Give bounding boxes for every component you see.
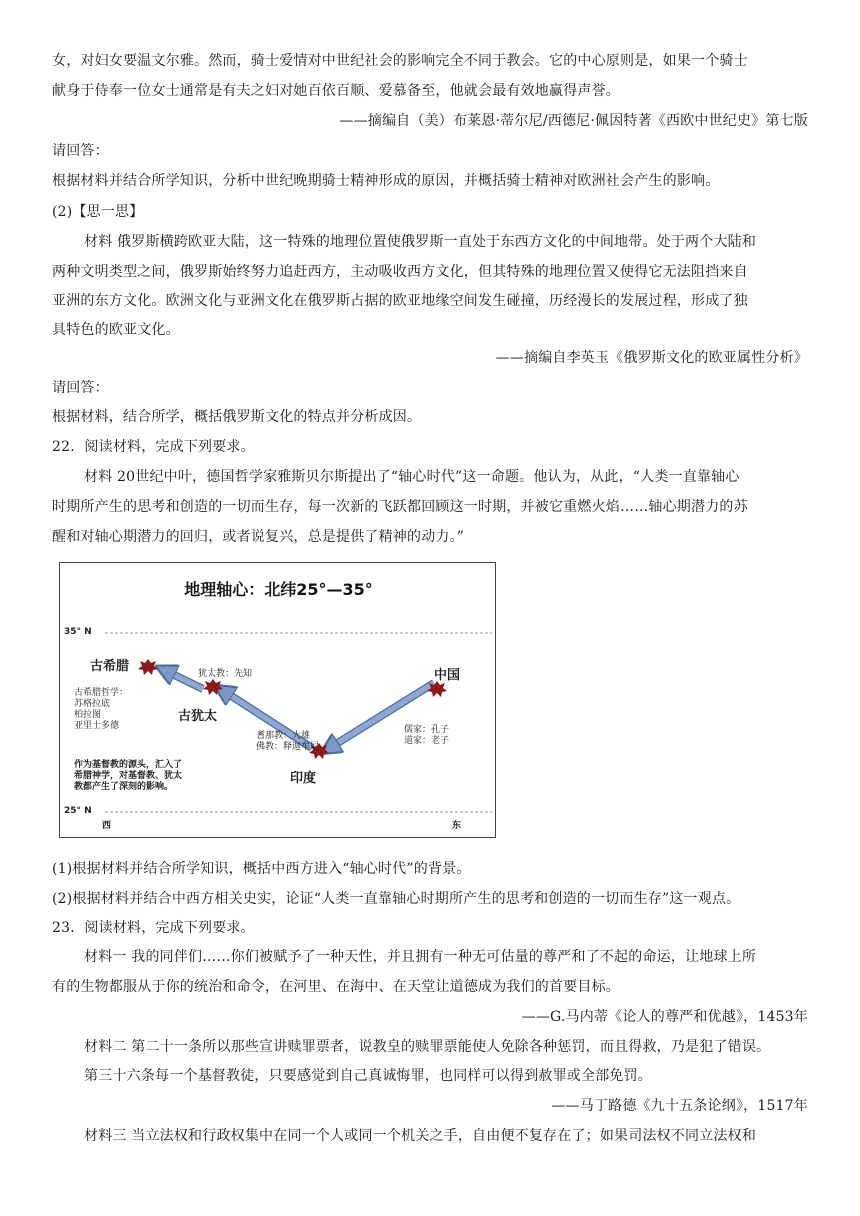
source-citation: ——摘编自李英玉《俄罗斯文化的欧亚属性分析》 <box>495 350 808 366</box>
source-citation: ——摘编自（美）布莱恩·蒂尔尼/西德尼·佩因特著《西欧中世纪史》第七版 <box>339 113 808 129</box>
star-greece <box>138 659 158 675</box>
latitude-35-label: 35° N <box>64 627 92 637</box>
material-text: 材料二 第二十一条所以那些宣讲赎罪票者，说教皇的赎罪票能使人免除各种惩罚，而且得救，乃是犯了错误。 <box>84 1039 771 1055</box>
india-label: 印度 <box>290 771 317 786</box>
star-china <box>427 681 447 697</box>
material-text: 材料三 当立法权和行政权集中在同一个人或同一个机关之手，自由便不复存在了；如果司法权不同立法权和 <box>84 1128 757 1144</box>
greek-philosopher: 亚里士多德 <box>74 721 120 731</box>
section-heading: (2)【思一思】 <box>52 204 144 220</box>
greek-philosophy-list <box>74 688 128 732</box>
east-label: 东 <box>452 821 462 831</box>
material-text: 时期所产生的思考和创造的一切而生存，每一次新的飞跃都回顾这一时期，并被它重燃火焰……轴心期潜力的苏 <box>52 499 748 515</box>
india-religions <box>256 731 319 753</box>
question-text: 根据材料并结合所学知识，分析中世纪晚期骑士精神形成的原因，并概括骑士精神对欧洲社会产生的影响。 <box>52 173 720 189</box>
material-text: 材料 20世纪中叶，德国哲学家雅斯贝尔斯提出了“轴心时代”这一命题。他认为，从此，“人类一直靠轴心 <box>84 469 740 485</box>
greek-philosophy-title: 古希腊哲学： <box>74 688 129 698</box>
sub-question: (2)根据材料并结合中西方相关史实，论证“人类一直靠轴心时期所产生的思考和创造的一切而生存”这一观点。 <box>52 891 741 907</box>
question-number: 23．阅读材料，完成下列要求。 <box>52 920 255 936</box>
material-text: 材料一 我的同伴们……你们被赋予了一种天性，并且拥有一种无可估量的尊严和了不起的命运，让地球上所 <box>84 949 757 965</box>
source-citation: ——马丁路德《九十五条论纲》，1517年 <box>551 1098 808 1114</box>
china-label: 中国 <box>434 668 461 683</box>
prompt-label: 请回答： <box>52 380 109 396</box>
sub-question: (1)根据材料并结合所学知识，概括中西方进入“轴心时代”的背景。 <box>52 861 471 877</box>
question-number: 22．阅读材料，完成下列要求。 <box>52 439 255 455</box>
judea-label: 古犹太 <box>178 709 218 724</box>
confucianism-note: 儒家：孔子 <box>404 725 450 735</box>
axial-age-diagram <box>59 562 496 838</box>
material-text: 第三十六条每一个基督教徒，只要感觉到自己真诚悔罪，也同样可以得到赦罪或全部免罚。 <box>84 1068 652 1084</box>
china-schools <box>404 725 449 747</box>
latitude-25-label: 25° N <box>64 806 92 816</box>
greece-label: 古希腊 <box>90 659 130 674</box>
material-text: 两种文明类型之间，俄罗斯始终努力追赶西方，主动吸收西方文化，但其特殊的地理位置又使得它无法阻挡来自 <box>52 264 748 280</box>
greek-philosopher: 柏拉图 <box>74 710 102 720</box>
jainism-note: 耆那教：大雄 <box>256 731 311 741</box>
prompt-label: 请回答： <box>52 143 109 159</box>
taoism-note: 道家：老子 <box>404 736 450 746</box>
buddhism-note: 佛教：释迦牟尼 <box>256 742 320 752</box>
note-line: 作为基督教的源头，汇入了 <box>74 760 183 770</box>
material-text: 亚洲的东方文化。欧洲文化与亚洲文化在俄罗斯占据的欧亚地缘空间发生碰撞，历经漫长的发展过程，形成了独 <box>52 293 748 309</box>
judea-influence-note <box>74 760 182 793</box>
diagram-title: 地理轴心：北纬25°—35° <box>184 580 373 599</box>
text-line: 献身于侍奉一位女士通常是有夫之妇对她百依百顺、爱慕备至，他就会最有效地赢得声誉。 <box>52 83 620 99</box>
material-text: 有的生物都服从于你的统治和命令，在河里、在海中、在天堂让道德成为我们的首要目标。 <box>52 979 620 995</box>
star-judea <box>203 679 223 695</box>
source-citation: ——G.马内蒂《论人的尊严和优越》，1453年 <box>521 1009 808 1025</box>
judaism-note: 犹太教：先知 <box>198 669 253 679</box>
material-text: 材料 俄罗斯横跨欧亚大陆，这一特殊的地理位置使俄罗斯一直处于东西方文化的中间地带。处于两个大陆和 <box>84 234 757 250</box>
west-label: 西 <box>102 821 112 831</box>
note-line: 教都产生了深刻的影响。 <box>74 782 174 792</box>
material-text: 具特色的欧亚文化。 <box>52 322 180 338</box>
material-text: 醒和对轴心期潜力的回归，或者说复兴，总是提供了精神的动力。” <box>52 529 465 545</box>
question-text: 根据材料，结合所学，概括俄罗斯文化的特点并分析成因。 <box>52 409 422 425</box>
greek-philosopher: 苏格拉底 <box>74 699 111 709</box>
note-line: 希腊神学，对基督教、犹太 <box>74 771 183 781</box>
text-line: 女，对妇女要温文尔雅。然而，骑士爱情对中世纪社会的影响完全不同于教会。它的中心原则是，如果一个骑士 <box>52 53 748 69</box>
